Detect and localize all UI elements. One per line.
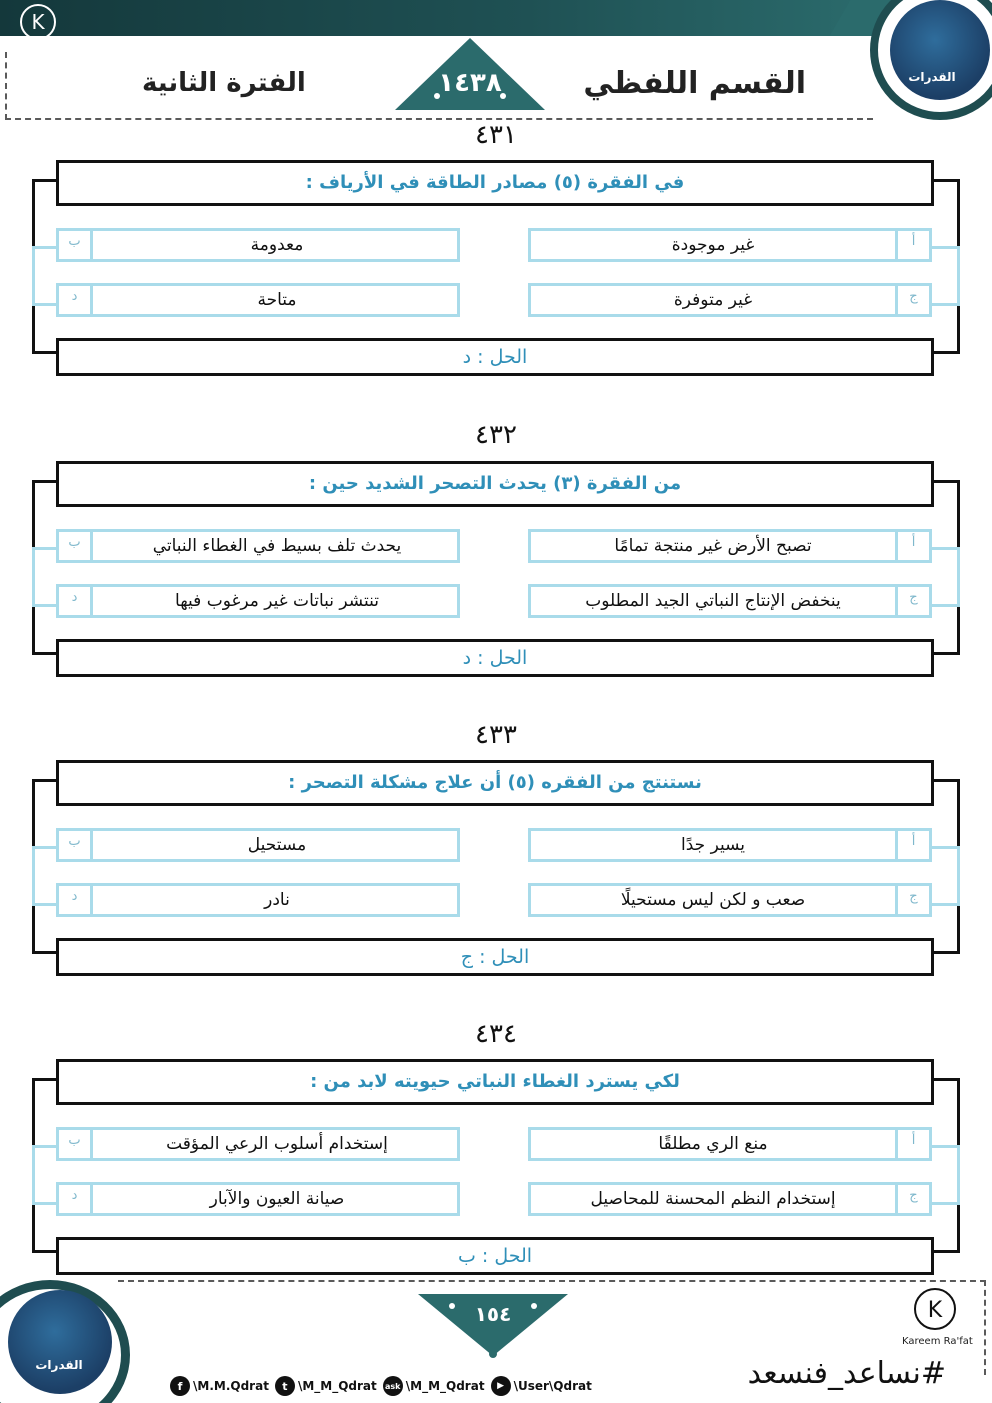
option-letter: أ [895,532,929,560]
option-letter: د [59,286,93,314]
option-d[interactable] [56,1182,460,1216]
option-text: متاحة [257,290,297,310]
question-box [56,461,934,507]
option-a[interactable] [528,828,932,862]
page-number-badge [418,1294,568,1364]
option-b[interactable] [56,228,460,262]
question-box [56,1059,934,1105]
option-text: يسير جدًا [681,835,745,855]
option-text: ينخفض الإنتاج النباتي الجيد المطلوب [585,591,841,611]
option-a[interactable] [528,1127,932,1161]
answer-text: الحل : د [462,346,528,368]
telegram-icon: ▶ [491,1376,511,1396]
emblem-text: القدرات [35,1358,83,1372]
page-number: ١٥٤ [474,1302,512,1326]
social-ask[interactable] [383,1376,485,1396]
question-block [0,1059,992,1279]
question-number: ٤٣٣ [475,720,517,750]
k-logo-icon [912,1286,958,1332]
option-b[interactable] [56,1127,460,1161]
question-bracket [32,1081,960,1253]
question-text: من الفقرة (٣) يحدث التصحر الشديد حين : [308,473,682,494]
option-letter: ج [895,587,929,615]
answer-text: الحل : د [462,647,528,669]
page-header [0,0,992,122]
question-bracket [32,782,960,954]
brand-name: Kareem Ra'fat [6,38,70,48]
option-text: تنتشر نباتات غير مرغوب فيها [175,591,379,611]
question-block [0,760,992,980]
option-c[interactable] [528,283,932,317]
option-text: تصبح الأرض غير منتجة تمامًا [614,536,812,556]
answer-text: الحل : ب [457,1245,533,1267]
option-d[interactable] [56,584,460,618]
option-letter: ب [59,831,93,859]
facebook-icon: f [170,1376,190,1396]
social-telegram[interactable] [491,1376,592,1396]
option-text: صيانة العيون والآبار [209,1189,345,1209]
social-facebook[interactable] [170,1376,269,1396]
social-handle: \User\Qdrat [513,1379,592,1393]
question-number: ٤٣١ [475,120,517,150]
question-block [0,461,992,681]
book-emblem-icon [8,1290,112,1394]
option-letter: ب [59,532,93,560]
social-links [170,1374,592,1398]
option-letter: ج [895,286,929,314]
social-handle: \M_M_Qdrat [297,1379,377,1393]
social-handle: \M_M_Qdrat [405,1379,485,1393]
footer-emblem-logo [0,1278,130,1403]
section-title: القسم اللفظي [583,66,806,101]
answer-box [56,338,934,376]
social-twitter[interactable] [275,1376,377,1396]
emblem-logo [862,0,992,122]
question-number: ٤٣٤ [475,1019,517,1049]
period-title: الفترة الثانية [142,68,306,98]
option-c[interactable] [528,584,932,618]
option-b[interactable] [56,828,460,862]
svg-text:K: K [927,1298,943,1323]
svg-text:K: K [31,10,45,34]
option-d[interactable] [56,283,460,317]
answer-box [56,1237,934,1275]
option-letter: د [59,1185,93,1213]
question-box [56,160,934,206]
option-text: نادر [264,890,290,910]
option-letter: أ [895,831,929,859]
option-text: غير متوفرة [673,290,753,310]
option-b[interactable] [56,529,460,563]
question-block [0,160,992,380]
answer-box [56,938,934,976]
option-letter: ج [895,1185,929,1213]
year-label: ١٤٣٨ [438,68,502,98]
option-text: إستخدام النظم المحسنة للمحاصيل [590,1189,836,1209]
option-letter: ب [59,231,93,259]
option-text: منع الري مطلقًا [658,1134,768,1154]
brand-name: Kareem Ra'fat [902,1336,973,1347]
option-text: مستحيل [247,835,307,855]
question-box [56,760,934,806]
ask-icon: ask [383,1376,403,1396]
option-letter: ج [895,886,929,914]
twitter-icon: t [275,1376,295,1396]
option-c[interactable] [528,1182,932,1216]
hashtag: #نساعد_فنسعد [747,1356,946,1391]
option-letter: د [59,886,93,914]
answer-text: الحل : ج [460,946,530,968]
option-c[interactable] [528,883,932,917]
option-letter: ب [59,1130,93,1158]
option-letter: د [59,587,93,615]
option-text: يحدث تلف بسيط في الغطاء النباتي [152,536,402,556]
question-bracket [32,182,960,354]
option-letter: أ [895,1130,929,1158]
option-text: غير موجودة [671,235,755,255]
year-badge [395,38,545,112]
question-text: لكي يسترد الغطاء النباتي حيويته لابد من : [310,1071,680,1092]
question-text: نستنتج من الفقره (٥) أن علاج مشكلة التصحر : [288,772,702,793]
page-footer [0,1278,992,1403]
answer-box [56,639,934,677]
option-letter: أ [895,231,929,259]
option-a[interactable] [528,228,932,262]
option-a[interactable] [528,529,932,563]
social-handle: \M.M.Qdrat [193,1379,269,1393]
option-text: صعب و لكن ليس مستحيلًا [620,890,806,910]
question-text: في الفقرة (٥) مصادر الطاقة في الأرياف : [305,172,685,193]
book-emblem-icon [890,0,990,100]
option-d[interactable] [56,883,460,917]
question-bracket [32,483,960,655]
emblem-text: القدرات [908,70,956,84]
question-number: ٤٣٢ [475,420,517,450]
option-text: معدومة [250,235,304,255]
option-text: إستخدام أسلوب الرعي المؤقت [166,1134,388,1154]
header-band [0,0,880,36]
k-logo-icon [18,2,58,42]
